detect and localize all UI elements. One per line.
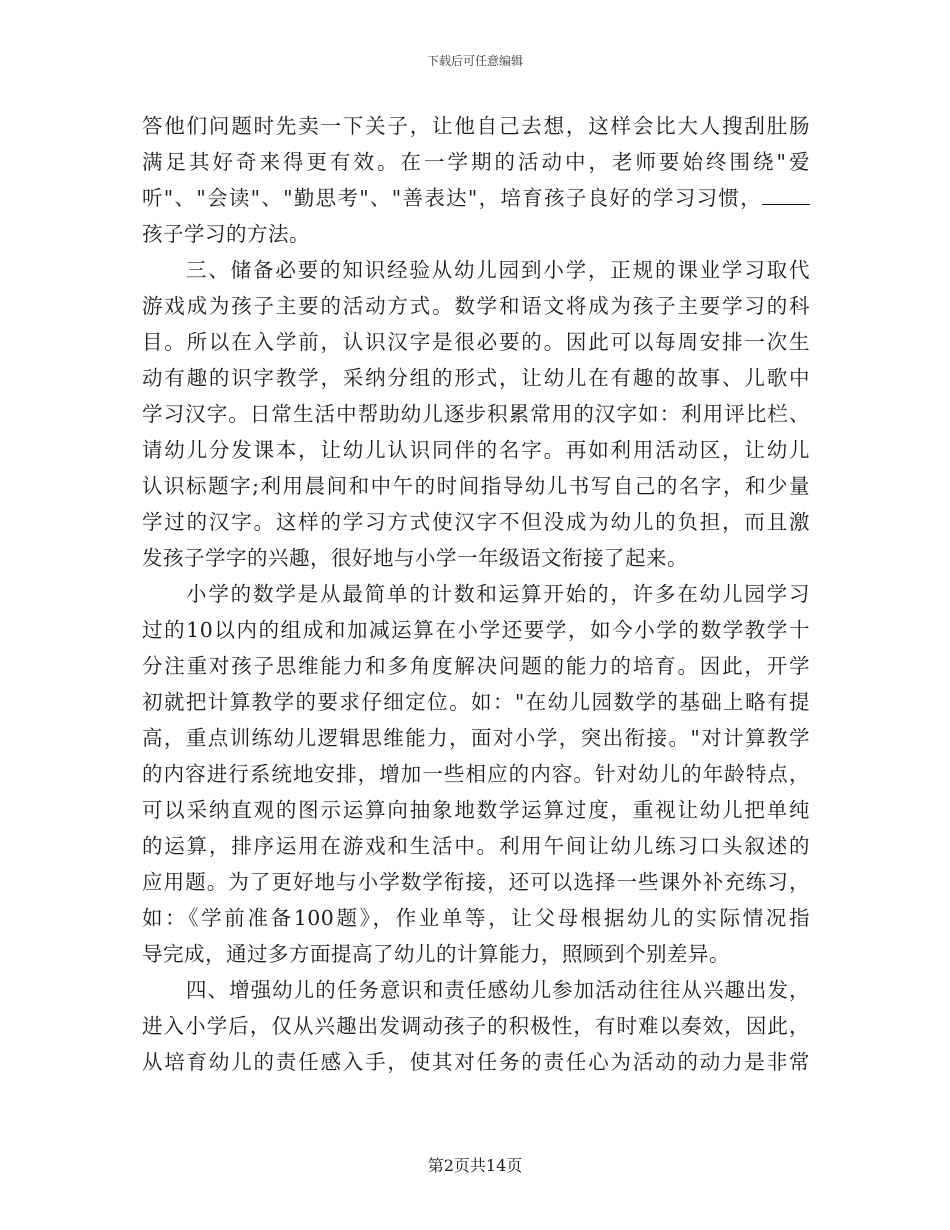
text-line: 高，重点训练幼儿逻辑思维能力，面对小学，突出衔接。"对计算教学 <box>142 726 810 750</box>
document-body <box>142 108 810 1080</box>
text-line: 答他们问题时先卖一下关子，让他自己去想，这样会比大人搜刮肚肠 <box>142 114 810 138</box>
text-line: 小学的数学是从最简单的计数和运算开始的，许多在幼儿园学习 <box>186 582 810 606</box>
text-line: 如：《学前准备100题》，作业单等，让父母根据幼儿的实际情况指 <box>142 906 810 930</box>
paragraph <box>142 576 810 972</box>
page-number: 第2页共14页 <box>427 1156 523 1175</box>
text-line: 请幼儿分发课本，让幼儿认识同伴的名字。再如利用活动区，让幼儿 <box>142 438 810 462</box>
text-line: 三、储备必要的知识经验从幼儿园到小学，正规的课业学习取代 <box>186 258 810 282</box>
text-line-content: 听"、"会读"、"勤思考"、"善表达"，培育孩子良好的学习习惯， <box>142 186 762 210</box>
text-line: 的运算，排序运用在游戏和生活中。利用午间让幼儿练习口头叙述的 <box>142 834 810 858</box>
text-line: 导完成，通过多方面提高了幼儿的计算能力，照顾到个别差异。 <box>142 942 730 966</box>
text-line: 学习汉字。日常生活中帮助幼儿逐步积累常用的汉字如：利用评比栏、 <box>142 402 810 426</box>
text-line-with-blank <box>142 180 810 216</box>
text-line: 认识标题字;利用晨间和中午的时间指导幼儿书写自己的名字，和少量 <box>142 474 810 498</box>
text-line: 发孩子学字的兴趣，很好地与小学一年级语文衔接了起来。 <box>142 546 688 570</box>
page-header: 下载后可任意编辑 <box>426 54 523 68</box>
text-line: 游戏成为孩子主要的活动方式。数学和语文将成为孩子主要学习的科 <box>142 294 810 318</box>
text-line: 满足其好奇来得更有效。在一学期的活动中，老师要始终围绕"爱 <box>142 150 810 174</box>
fill-in-blank <box>762 182 810 205</box>
text-line: 分注重对孩子思维能力和多角度解决问题的能力的培育。因此，开学 <box>142 654 810 678</box>
text-line: 进入小学后，仅从兴趣出发调动孩子的积极性，有时难以奏效，因此， <box>142 1014 810 1038</box>
paragraph <box>142 972 810 1080</box>
text-line: 动有趣的识字教学，采纳分组的形式，让幼儿在有趣的故事、儿歌中 <box>142 366 810 390</box>
text-line: 学过的汉字。这样的学习方式使汉字不但没成为幼儿的负担，而且激 <box>142 510 810 534</box>
text-line: 孩子学习的方法。 <box>142 222 310 246</box>
text-line: 从培育幼儿的责任感入手，使其对任务的责任心为活动的动力是非常 <box>142 1050 810 1074</box>
paragraph <box>142 252 810 576</box>
paragraph <box>142 108 810 252</box>
text-line: 初就把计算教学的要求仔细定位。如："在幼儿园数学的基础上略有提 <box>142 690 810 714</box>
text-line: 应用题。为了更好地与小学数学衔接，还可以选择一些课外补充练习， <box>142 870 810 894</box>
text-line: 可以采纳直观的图示运算向抽象地数学运算过度，重视让幼儿把单纯 <box>142 798 810 822</box>
text-line: 的内容进行系统地安排，增加一些相应的内容。针对幼儿的年龄特点， <box>142 762 810 786</box>
text-line: 目。所以在入学前，认识汉字是很必要的。因此可以每周安排一次生 <box>142 330 810 354</box>
text-line: 四、增强幼儿的任务意识和责任感幼儿参加活动往往从兴趣出发， <box>186 978 810 1002</box>
text-line: 过的10以内的组成和加减运算在小学还要学，如今小学的数学教学十 <box>142 618 810 642</box>
